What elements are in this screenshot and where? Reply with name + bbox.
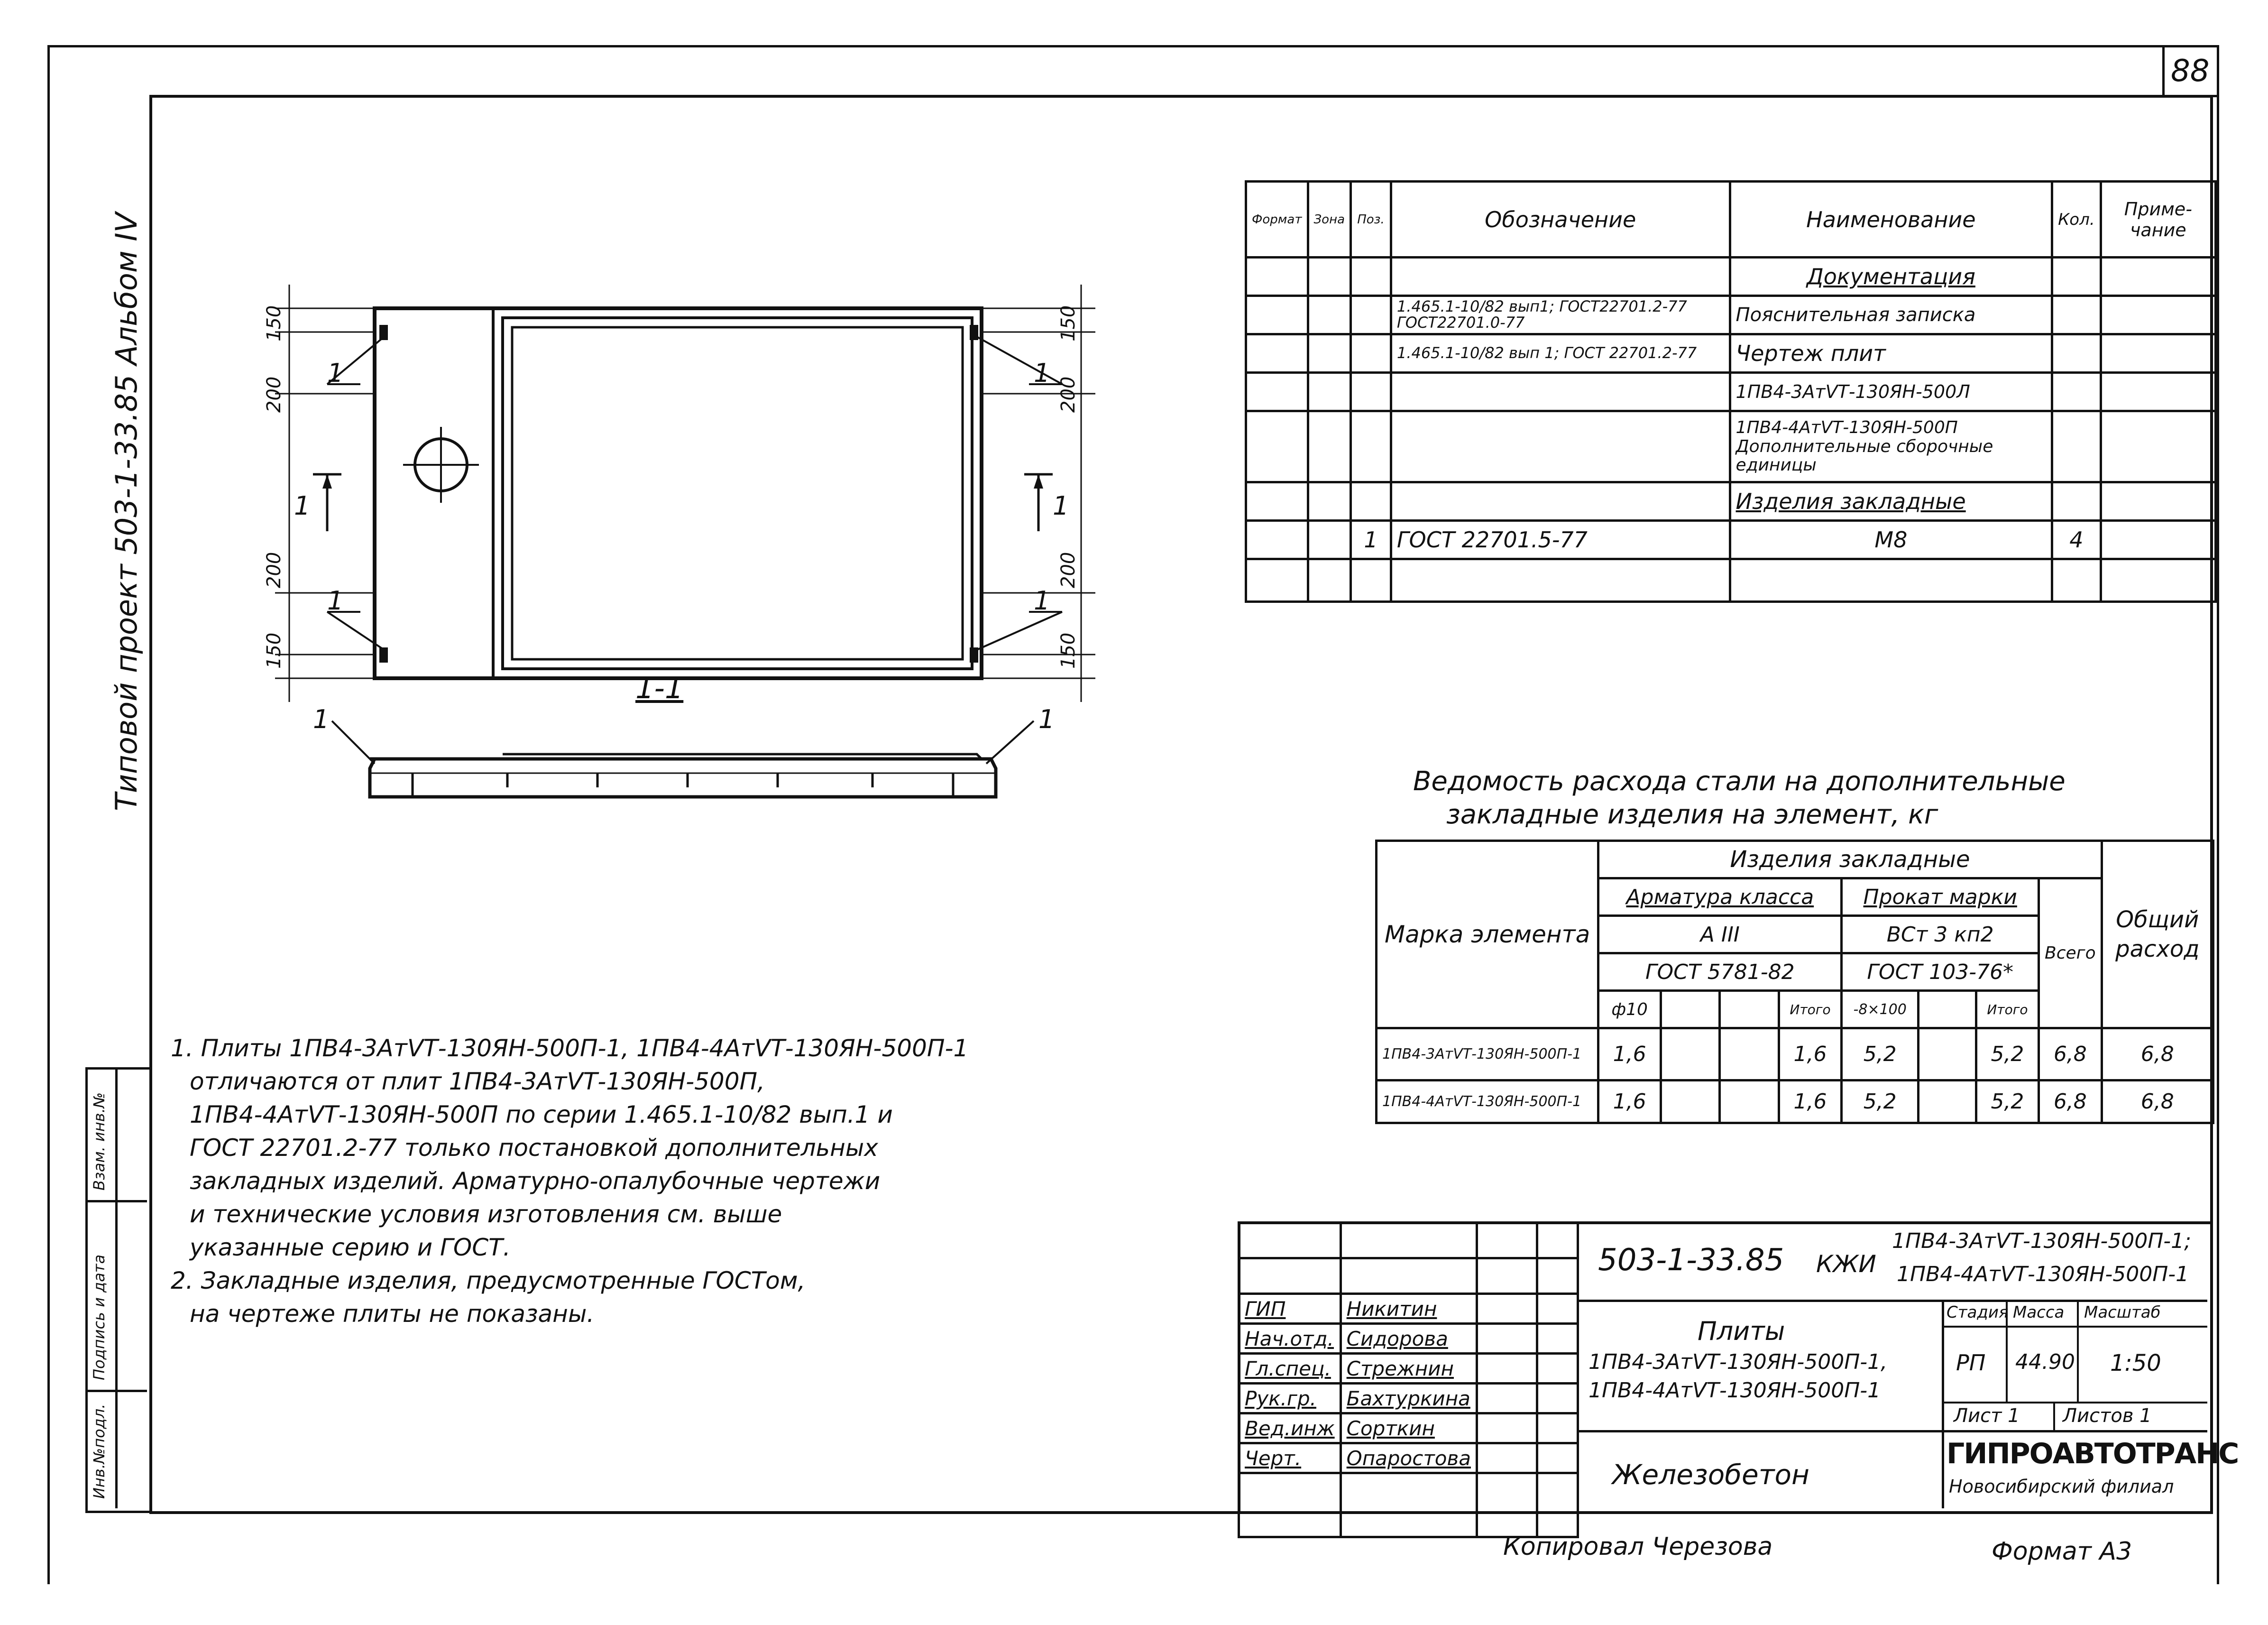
armatura-class: А III xyxy=(1598,916,1842,953)
mass-value: 44.90 xyxy=(2015,1350,2075,1374)
h-stage: Стадия xyxy=(1947,1303,2009,1322)
section-mark-right: 1 xyxy=(1053,491,1069,521)
prokat-gost: ГОСТ 103-76* xyxy=(1842,953,2039,991)
h-format: Формат xyxy=(1246,182,1308,258)
strip-label-sign: Подпись и дата xyxy=(90,1254,108,1380)
table-row: Гл.спец. Стрежнин xyxy=(1239,1354,1578,1384)
sheets-value: Листов 1 xyxy=(2063,1405,2152,1427)
note-line: указанные серию и ГОСТ. xyxy=(190,1234,511,1261)
note-line: и технические условия изготовления см. выше xyxy=(190,1200,782,1228)
prokat-mark: ВСт 3 кп2 xyxy=(1842,916,2039,953)
note-line: закладных изделий. Арматурно-опалубочные чертежи xyxy=(190,1167,881,1195)
table-row: Вед.инж Сорткин xyxy=(1239,1413,1578,1443)
table-row: ГИП Никитин xyxy=(1239,1294,1578,1324)
dim-left-3: 200 xyxy=(263,552,285,588)
callout-1-br: 1 xyxy=(1034,586,1050,616)
section-callout-left: 1 xyxy=(313,704,330,734)
dim-left-1: 150 xyxy=(263,305,285,342)
strip-label-replace: Взам. инв.№ xyxy=(90,1092,108,1191)
item-title: Плиты xyxy=(1698,1316,1785,1346)
table-row: 1ПВ4-3АтVТ-130ЯН-500П-1 1,6 1,6 5,2 5,2 6,8 6,8 xyxy=(1377,1028,2213,1080)
table-row: 1ПВ4-4АтVТ-130ЯН-500П Дополнительные сборочные единицы xyxy=(1246,411,2216,482)
dim-right-2: 200 xyxy=(1057,376,1079,413)
section-mark-left: 1 xyxy=(294,491,311,521)
project-section: КЖИ xyxy=(1816,1250,1876,1278)
table-row: 1.465.1-10/82 вып1; ГОСТ22701.2-77 ГОСТ22701.0-77 Пояснительная записка xyxy=(1246,296,2216,334)
signatures-table xyxy=(1238,1221,1579,1538)
side-project-text: Типовой проект 503-1-33.85 Альбом IV xyxy=(109,212,144,811)
item-line-1: 1ПВ4-3АтVТ-130ЯН-500П-1, xyxy=(1589,1350,1888,1374)
stage-value: РП xyxy=(1956,1350,1986,1376)
h-name: Наименование xyxy=(1730,182,2052,258)
section-callout-right: 1 xyxy=(1038,704,1055,734)
dim-right-1: 150 xyxy=(1057,305,1079,342)
note-line: отличаются от плит 1ПВ4-3АтVТ-130ЯН-500П, xyxy=(190,1068,765,1095)
steel-table: Марка элемента Изделия закладные Общий расход Арматура класса Прокат марки Всего А III ВСт 3 кп2 ГОСТ 5781-82 ГОСТ 103-76* ф10 Итого -8×100 Итого 1ПВ4-3АтVТ-130ЯН-500П-1 1,6 1,6 5,2 5,2 6,8 6,8 1ПВ4-4АтVТ-130ЯН-500П-1 1,6 1,6 5,2 5,2 6,8 6,8 xyxy=(1375,840,2214,1124)
h-pos: Поз. xyxy=(1351,182,1391,258)
note-line: ГОСТ 22701.2-77 только постановкой дополнительных xyxy=(190,1134,878,1162)
section-drawing xyxy=(303,702,1062,825)
table-row: Рук.гр. Бахтуркина xyxy=(1239,1384,1578,1413)
table-row: Нач.отд. Сидорова xyxy=(1239,1324,1578,1354)
armatura-gost: ГОСТ 5781-82 xyxy=(1598,953,1842,991)
callout-1-bl: 1 xyxy=(327,586,344,616)
h-note: Приме-чание xyxy=(2101,182,2215,258)
item-line-2: 1ПВ4-4АтVТ-130ЯН-500П-1 xyxy=(1589,1378,1881,1403)
h-total: Общий расход xyxy=(2102,841,2213,1028)
h-zone: Зона xyxy=(1308,182,1351,258)
copied-by: Копировал Черезова xyxy=(1503,1533,1773,1561)
h-scale: Масштаб xyxy=(2084,1303,2161,1322)
specification-table xyxy=(1245,180,2217,603)
table-row: 1ПВ4-4АтVТ-130ЯН-500П-1 1,6 1,6 5,2 5,2 6,8 6,8 xyxy=(1377,1080,2213,1123)
sheet-value: Лист 1 xyxy=(1954,1405,2020,1427)
table-row: Изделия закладные xyxy=(1246,482,2216,521)
h-prokat: Прокат марки xyxy=(1842,878,2039,916)
scale-value: 1:50 xyxy=(2110,1350,2161,1376)
sheet-number: 88 xyxy=(2171,54,2210,89)
steel-title-1: Ведомость расхода стали на дополнительные xyxy=(1413,766,2066,797)
h-group: Изделия закладные xyxy=(1598,841,2102,878)
org-branch: Новосибирский филиал xyxy=(1949,1476,2174,1497)
note-line: 1. Плиты 1ПВ4-3АтVТ-130ЯН-500П-1, 1ПВ4-4АтVТ-130ЯН-500П-1 xyxy=(171,1034,969,1062)
dim-right-4: 150 xyxy=(1057,632,1079,669)
strip-label-inv: Инв.№подл. xyxy=(90,1403,108,1499)
org-name: ГИПРОАВТОТРАНС xyxy=(1947,1437,2239,1470)
h-qty: Кол. xyxy=(2052,182,2101,258)
table-row: 1.465.1-10/82 вып 1; ГОСТ 22701.2-77 Чертеж плит xyxy=(1246,334,2216,373)
material: Железобетон xyxy=(1612,1459,1809,1491)
table-row: Документация xyxy=(1246,258,2216,296)
notes xyxy=(171,1036,968,1335)
h-armatura: Арматура класса xyxy=(1598,878,1842,916)
dim-right-3: 200 xyxy=(1057,552,1079,588)
h-designation: Обозначение xyxy=(1391,182,1730,258)
note-line: на чертеже плиты не показаны. xyxy=(190,1300,595,1328)
section-label: 1-1 xyxy=(635,671,684,705)
callout-1-tl: 1 xyxy=(327,358,344,388)
paper-format: Формат А3 xyxy=(1992,1537,2132,1566)
dim-left-2: 200 xyxy=(263,376,285,413)
h-mass: Масса xyxy=(2013,1303,2065,1322)
project-code: 503-1-33.85 xyxy=(1598,1243,1784,1278)
note-line: 1ПВ4-4АтVТ-130ЯН-500П по серии 1.465.1-10/82 вып.1 и xyxy=(190,1101,893,1128)
h-all: Всего xyxy=(2039,878,2102,1028)
note-line: 2. Закладные изделия, предусмотренные ГОСТом, xyxy=(171,1267,806,1294)
project-mark-1: 1ПВ4-3АтVТ-130ЯН-500П-1; xyxy=(1892,1229,2191,1253)
callout-1-tr: 1 xyxy=(1034,358,1050,388)
steel-title-2: закладные изделия на элемент, кг xyxy=(1446,799,1938,830)
table-row xyxy=(1246,559,2216,602)
dim-left-4: 150 xyxy=(263,632,285,669)
table-row: 1ПВ4-3АтVТ-130ЯН-500Л xyxy=(1246,373,2216,411)
project-mark-2: 1ПВ4-4АтVТ-130ЯН-500П-1 xyxy=(1897,1262,2189,1286)
table-row: Черт. Опаростова xyxy=(1239,1443,1578,1473)
table-row: 1 ГОСТ 22701.5-77 М8 4 xyxy=(1246,521,2216,559)
h-mark: Марка элемента xyxy=(1377,841,1598,1028)
